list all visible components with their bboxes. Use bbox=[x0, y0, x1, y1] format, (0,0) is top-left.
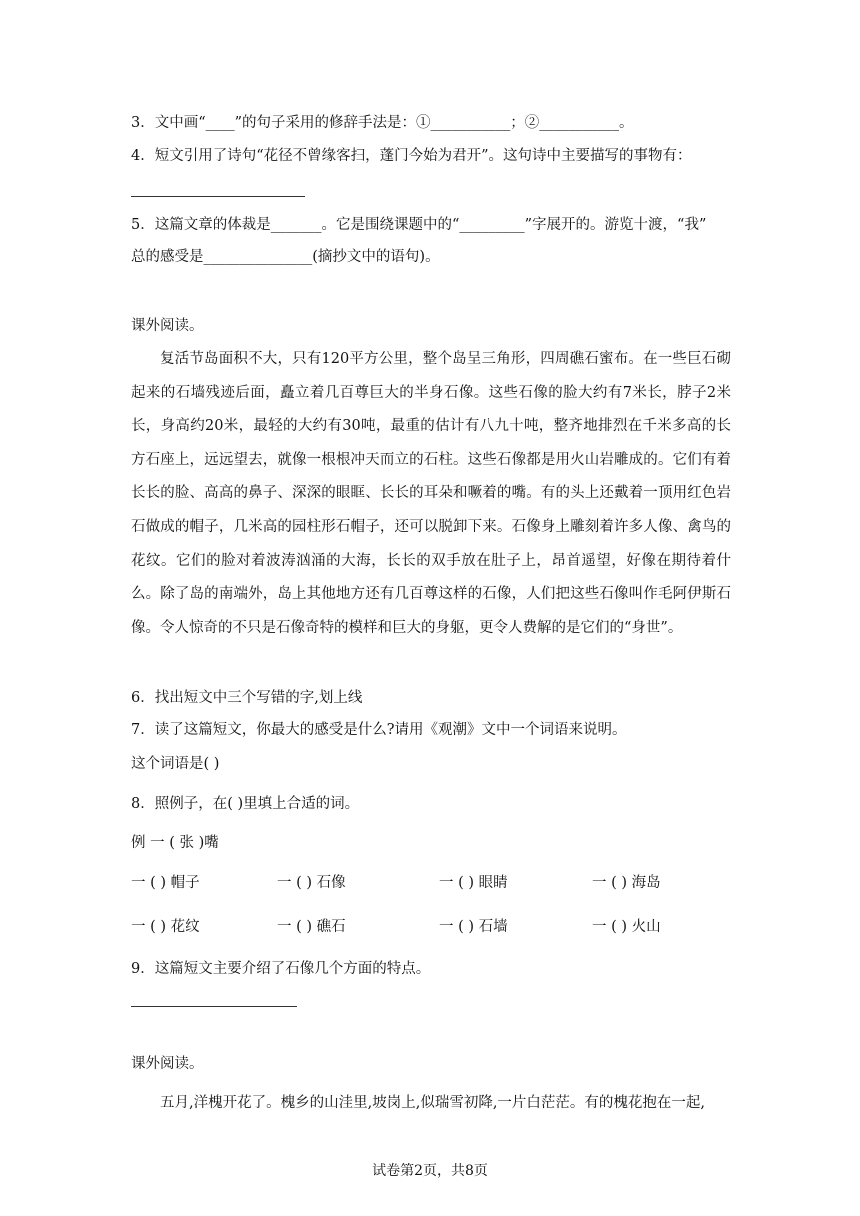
question-8: 8．照例子，在( )里填上合适的词。 bbox=[131, 796, 360, 812]
fill-in-item: 一 ( ) 石像 bbox=[277, 875, 346, 891]
question-7: 7．读了这篇短文，你最大的感受是什么?请用《观潮》文中一个词语来说明。 bbox=[131, 722, 627, 738]
question-3: 3．文中画“____”的句子采用的修辞手法是：①___________；②___________。 bbox=[131, 115, 634, 131]
fill-in-item: 一 ( ) 石墙 bbox=[439, 919, 508, 935]
fill-in-item: 一 ( ) 火山 bbox=[592, 919, 661, 935]
fill-in-item: 一 ( ) 帽子 bbox=[131, 875, 200, 891]
section-heading-reading-1: 课外阅读。 bbox=[131, 318, 204, 334]
reading-passage-easter-island: 复活节岛面积不大，只有120平方公里，整个岛呈三角形，四周礁石蜜布。在一些巨石砌起来的石墙残迹后面，矗立着几百尊巨大的半身石像。这些石像的脸大约有7米长，脖子2米长，身高约20米，最轻的大约有30吨，最重的估计有八九十吨，整齐地排烈在千米多高的长方石座上，远远望去，就像一根根冲天而立的石柱。这些石像都是用火山岩雕成的。它们有着长长的脸、高高的鼻子、深深的眼眶、长长的耳朵和噘着的嘴。有的头上还戴着一顶用红色岩石做成的帽子，几米高的园柱形石帽子，还可以脱卸下来。石像身上雕刻着许多人像、禽鸟的花纹。它们的脸对着波涛汹涌的大海，长长的双手放在肚子上，昂首遥望，好像在期待着什么。除了岛的南端外，岛上其他地方还有几百尊这样的石像，人们把这些石像叫作毛阿伊斯石像。令人惊奇的不只是石像奇特的模样和巨大的身躯，更令人费解的是它们的“身世”。 bbox=[131, 351, 731, 636]
question-6: 6．找出短文中三个写错的字,划上线 bbox=[131, 690, 363, 706]
answer-line-q4 bbox=[131, 196, 305, 197]
question-9: 9．这篇短文主要介绍了石像几个方面的特点。 bbox=[131, 961, 431, 977]
fill-in-item: 一 ( ) 眼睛 bbox=[439, 875, 508, 891]
fill-in-item: 一 ( ) 海岛 bbox=[592, 875, 661, 891]
answer-line-q9 bbox=[131, 1006, 297, 1007]
question-5-line2: 总的感受是_______________(摘抄文中的语句)。 bbox=[131, 249, 440, 265]
question-5-line1: 5．这篇文章的体裁是_______。它是围绕课题中的“_________”字展开的。游览十渡，“我” bbox=[131, 217, 707, 233]
fill-in-item: 一 ( ) 花纹 bbox=[131, 919, 200, 935]
section-heading-reading-2: 课外阅读。 bbox=[131, 1056, 204, 1072]
fill-in-item: 一 ( ) 礁石 bbox=[277, 919, 346, 935]
question-8-example: 例 一 ( 张 )嘴 bbox=[131, 835, 219, 851]
reading-passage-locust-flowers: 五月,洋槐开花了。槐乡的山洼里,坡岗上,似瑞雪初降,一片白茫茫。有的槐花抱在一起, bbox=[160, 1095, 706, 1111]
question-4: 4．短文引用了诗句“花径不曾缘客扫，蓬门今始为君开”。这句诗中主要描写的事物有： bbox=[131, 148, 692, 164]
page-footer: 试卷第2页，共8页 bbox=[372, 1163, 488, 1179]
question-7-answer: 这个词语是( ) bbox=[131, 756, 220, 772]
